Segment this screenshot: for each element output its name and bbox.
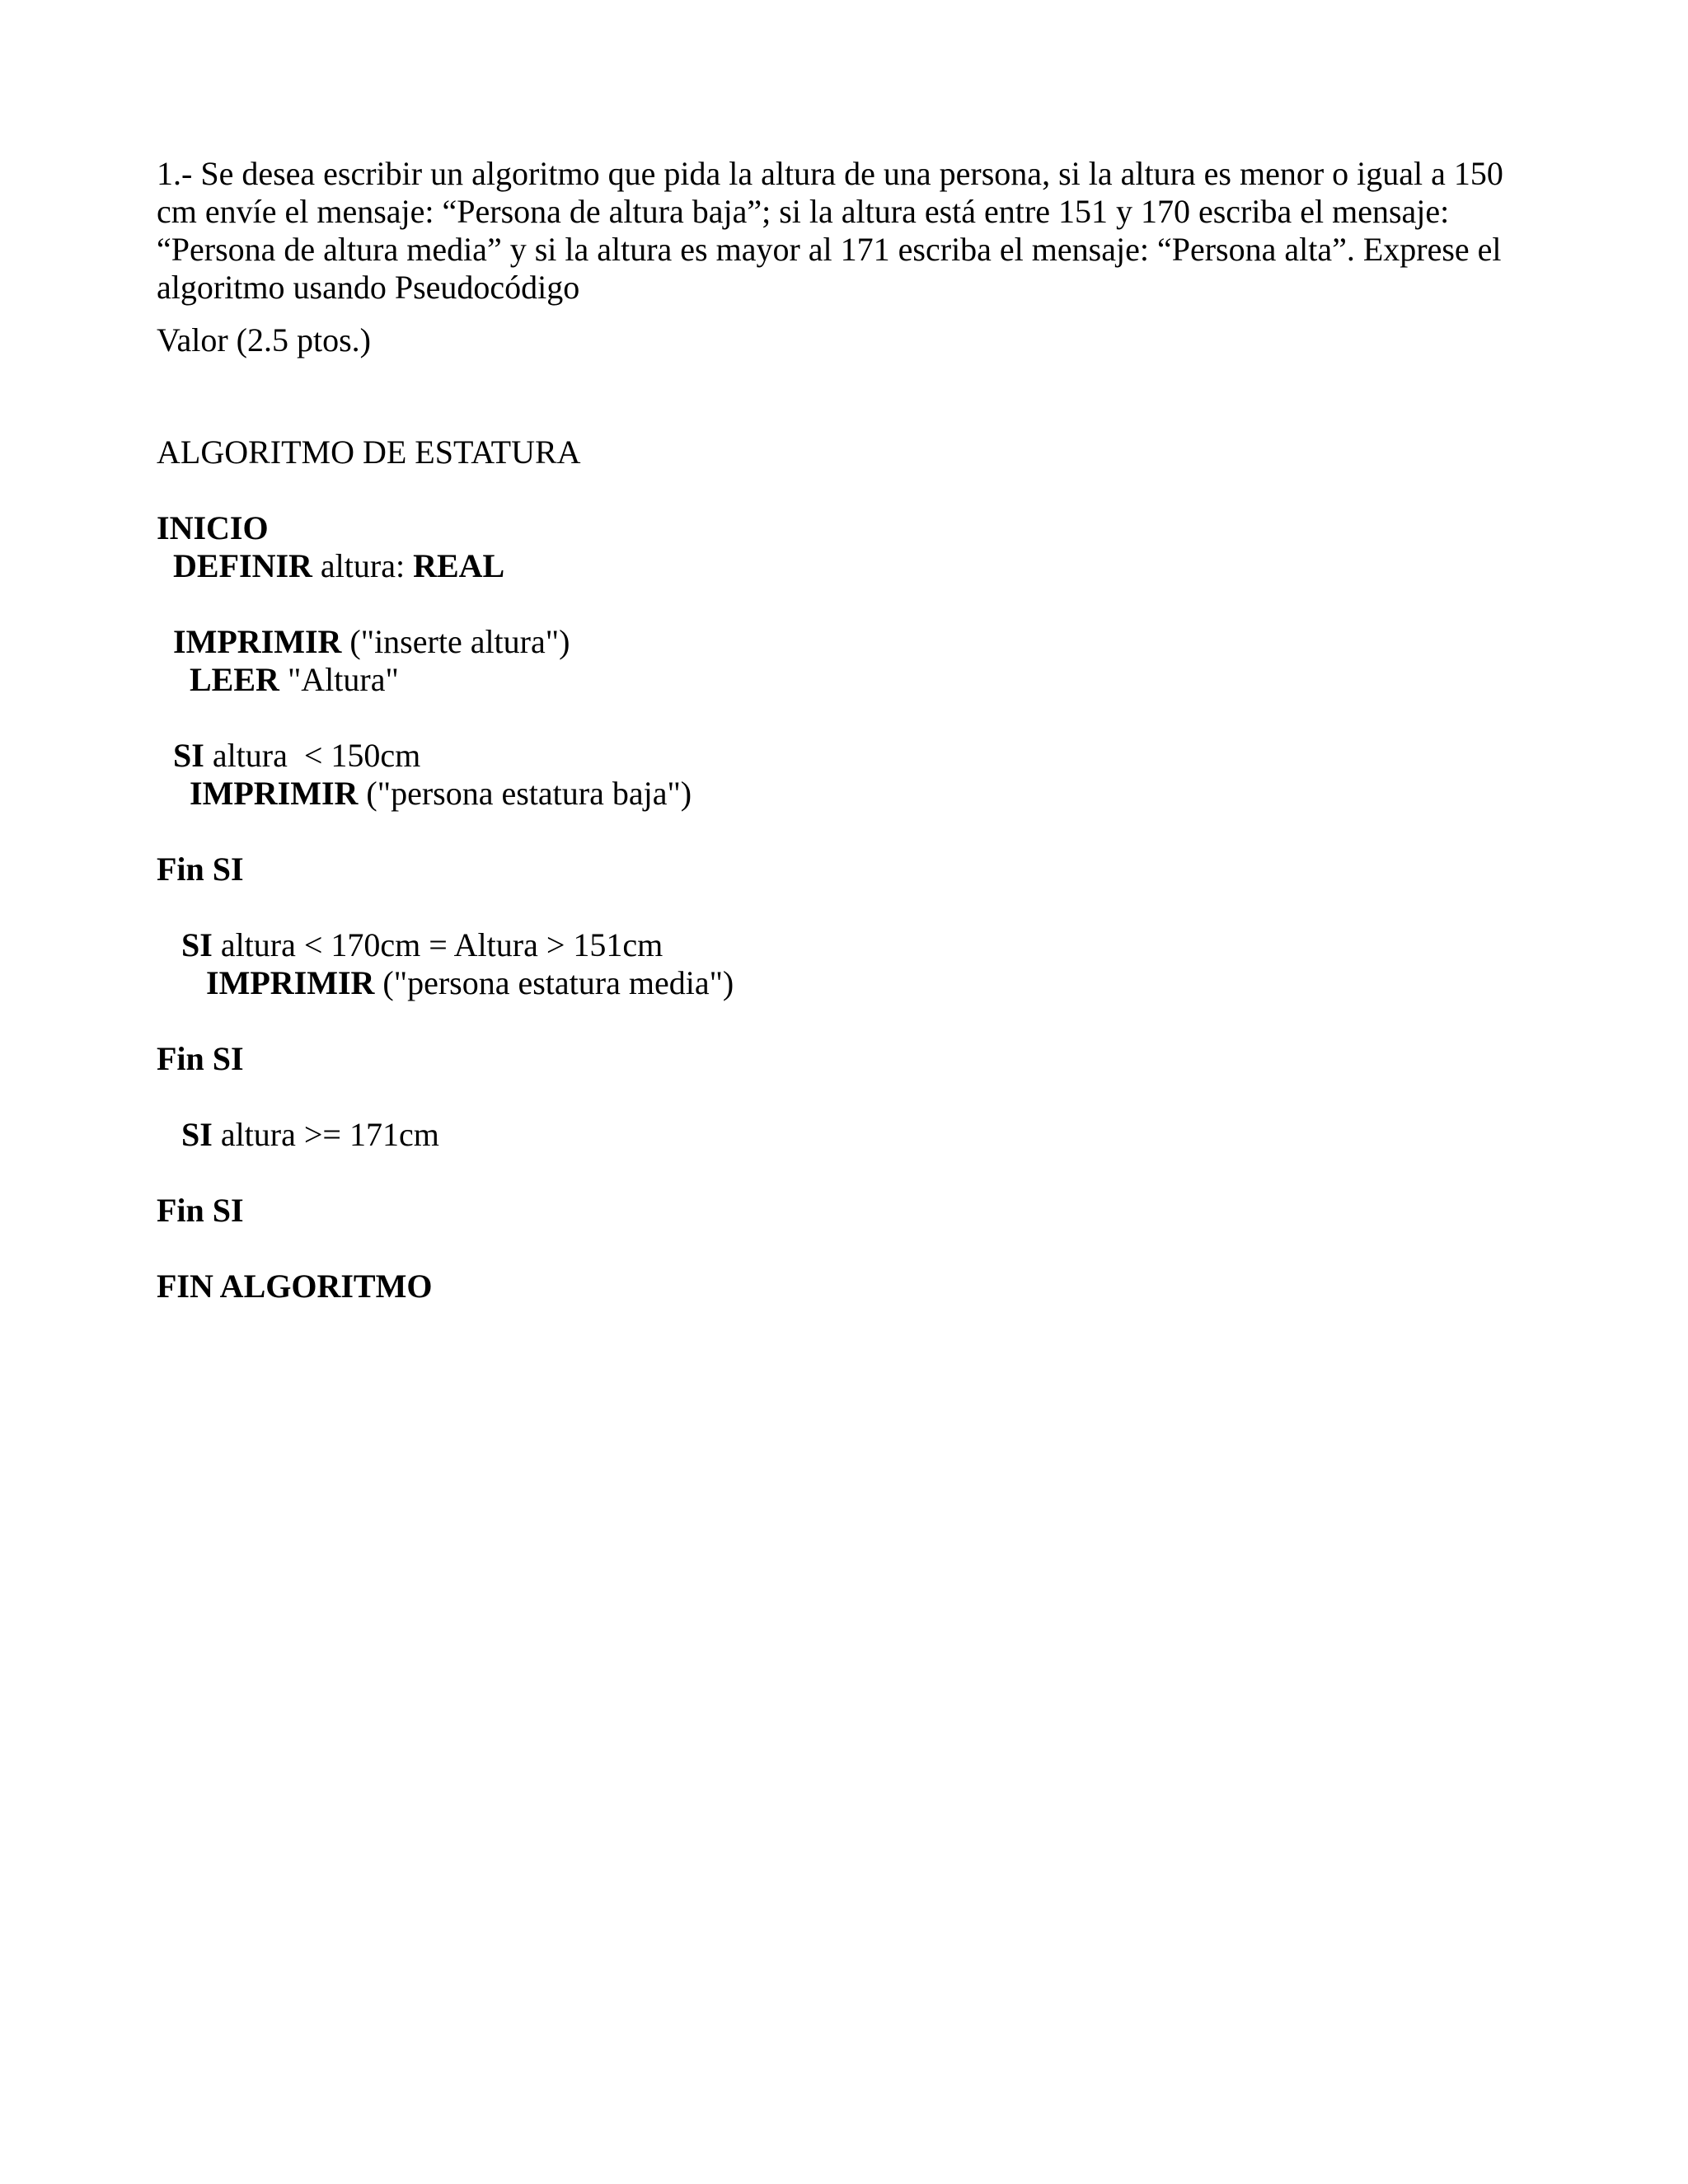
definir-type: REAL <box>413 547 505 584</box>
si-media-line <box>157 926 1541 964</box>
imprimir-keyword: IMPRIMIR <box>173 623 342 660</box>
imprimir-inserte-line <box>157 623 1541 661</box>
definir-variable: altura: <box>312 547 414 584</box>
imprimir-argument: ("persona estatura media") <box>374 964 734 1001</box>
inicio-line: INICIO <box>157 509 269 546</box>
leer-argument: "Altura" <box>279 661 399 698</box>
problem-statement: 1.- Se desea escribir un algoritmo que pida la altura de una persona, si la altura es menor o igual a 150 cm envíe el mensaje: “Persona de altura baja”; si la altura está entre 151 y 170 escriba el mensaje: “Persona de altura media” y si la altura es mayor al 171 escriba el mensaje: “Persona alta”. Exprese el algoritmo usando Pseudocódigo <box>157 155 1503 306</box>
si-alta-line <box>157 1116 1541 1154</box>
fin-si-line: Fin SI <box>157 1040 244 1077</box>
leer-keyword: LEER <box>190 661 279 698</box>
imprimir-keyword: IMPRIMIR <box>206 964 375 1001</box>
si-condition: altura < 150cm <box>204 737 421 774</box>
si-keyword: SI <box>181 1116 213 1153</box>
imprimir-argument: ("persona estatura baja") <box>358 775 692 812</box>
fin-si-line: Fin SI <box>157 851 244 888</box>
algorithm-title: ALGORITMO DE ESTATURA <box>157 434 581 471</box>
imprimir-baja-line <box>157 775 1541 813</box>
leer-line <box>157 661 1541 699</box>
fin-algoritmo-line: FIN ALGORITMO <box>157 1268 433 1305</box>
si-condition: altura < 170cm = Altura > 151cm <box>212 926 663 963</box>
si-keyword: SI <box>173 737 204 774</box>
document-content <box>157 155 1541 1305</box>
score-value: Valor (2.5 ptos.) <box>157 321 371 359</box>
imprimir-media-line <box>157 964 1541 1002</box>
imprimir-argument: ("inserte altura") <box>341 623 570 660</box>
fin-si-line: Fin SI <box>157 1192 244 1229</box>
si-baja-line <box>157 737 1541 775</box>
definir-line <box>157 547 1541 585</box>
si-condition: altura >= 171cm <box>212 1116 439 1153</box>
definir-keyword: DEFINIR <box>173 547 312 584</box>
imprimir-keyword: IMPRIMIR <box>190 775 359 812</box>
si-keyword: SI <box>181 926 213 963</box>
